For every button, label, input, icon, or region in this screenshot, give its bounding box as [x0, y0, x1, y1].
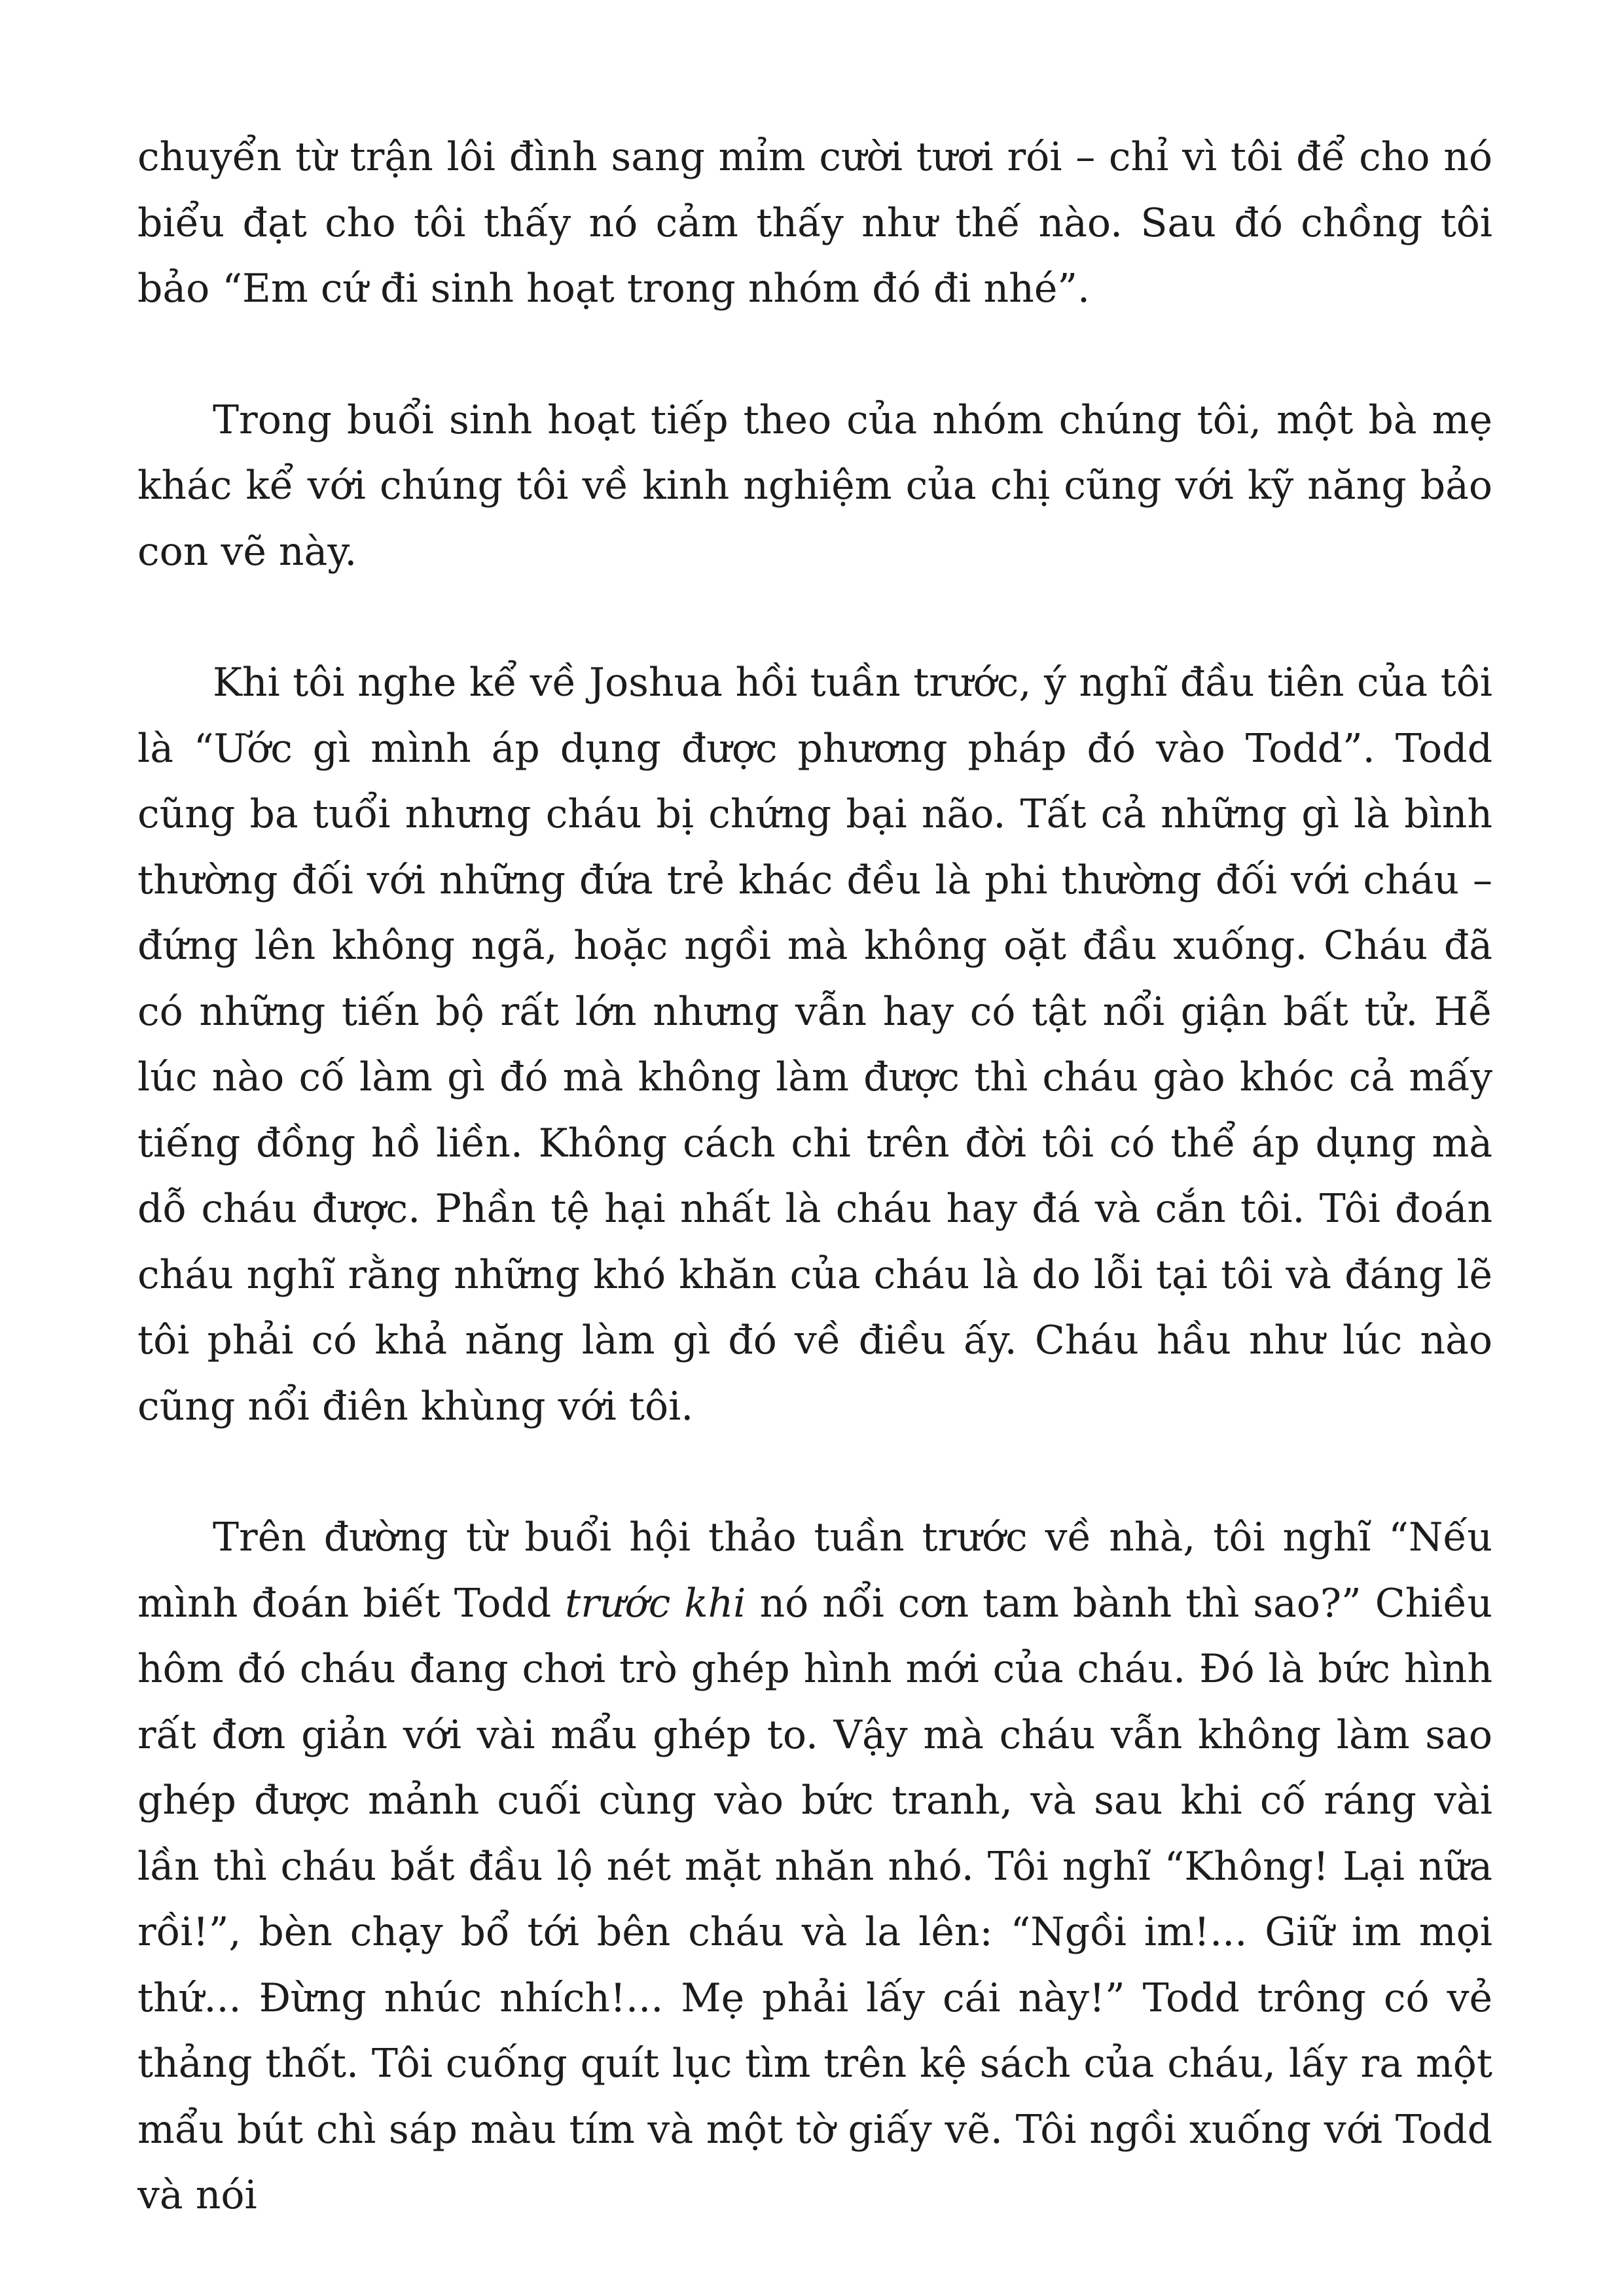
- paragraph-group-meeting: Trong buổi sinh hoạt tiếp theo của nhóm chúng tôi, một bà mẹ khác kể với chúng tôi về kinh nghiệm của chị cũng với kỹ năng bảo con vẽ này.: [137, 397, 1492, 575]
- paragraph-continuation: chuyển từ trận lôi đình sang mỉm cười tươi rói – chỉ vì tôi để cho nó biểu đạt cho tôi thấy nó cảm thấy như thế nào. Sau đó chồng tôi bảo “Em cứ đi sinh hoạt trong nhóm đó đi nhé”.: [137, 134, 1492, 312]
- paragraph-todd-story: Khi tôi nghe kể về Joshua hồi tuần trước, ý nghĩ đầu tiên của tôi là “Ước gì mình áp dụng được phương pháp đó vào Todd”. Todd cũng ba tuổi nhưng cháu bị chứng bại não. Tất cả những gì là bình thường đối với những đứa trẻ khác đều là phi thường đối với cháu – đứng lên không ngã, hoặc ngồi mà không oặt đầu xuống. Cháu đã có những tiến bộ rất lớn nhưng vẫn hay có tật nổi giận bất tử. Hễ lúc nào cố làm gì đó mà không làm được thì cháu gào khóc cả mấy tiếng đồng hồ liền. Không cách chi trên đời tôi có thể áp dụng mà dỗ cháu được. Phần tệ hại nhất là cháu hay đá và cắn tôi. Tôi đoán cháu nghĩ rằng những khó khăn của cháu là do lỗi tại tôi và đáng lẽ tôi phải có khả năng làm gì đó về điều ấy. Cháu hầu như lúc nào cũng nổi điên khùng với tôi.: [137, 660, 1492, 1429]
- page-body: [137, 124, 1492, 2229]
- paragraph-text-before: Trên đường từ buổi hội thảo tuần trước về nhà, tôi nghĩ “Nếu mình đoán biết Todd: [137, 1515, 1492, 1626]
- italic-emphasis: trước khi: [565, 1580, 746, 1626]
- paragraph-text-after: nó nổi cơn tam bành thì sao?” Chiều hôm đó cháu đang chơi trò ghép hình mới của cháu. Đó là bức hình rất đơn giản với vài mẩu ghép to. Vậy mà cháu vẫn không làm sao ghép được mảnh cuối cùng vào bức tranh, và sau khi cố ráng vài lần thì cháu bắt đầu lộ nét mặt nhăn nhó. Tôi nghĩ “Không! Lại nữa rồi!”, bèn chạy bổ tới bên cháu và la lên: “Ngồi im!... Giữ im mọi thứ... Đừng nhúc nhích!... Mẹ phải lấy cái này!” Todd trông có vẻ thảng thốt. Tôi cuống quít lục tìm trên kệ sách của cháu, lấy ra một mẩu bút chì sáp màu tím và một tờ giấy vẽ. Tôi ngồi xuống với Todd và nói: [137, 1580, 1493, 2218]
- paragraph-puzzle-story: [137, 1505, 1492, 2229]
